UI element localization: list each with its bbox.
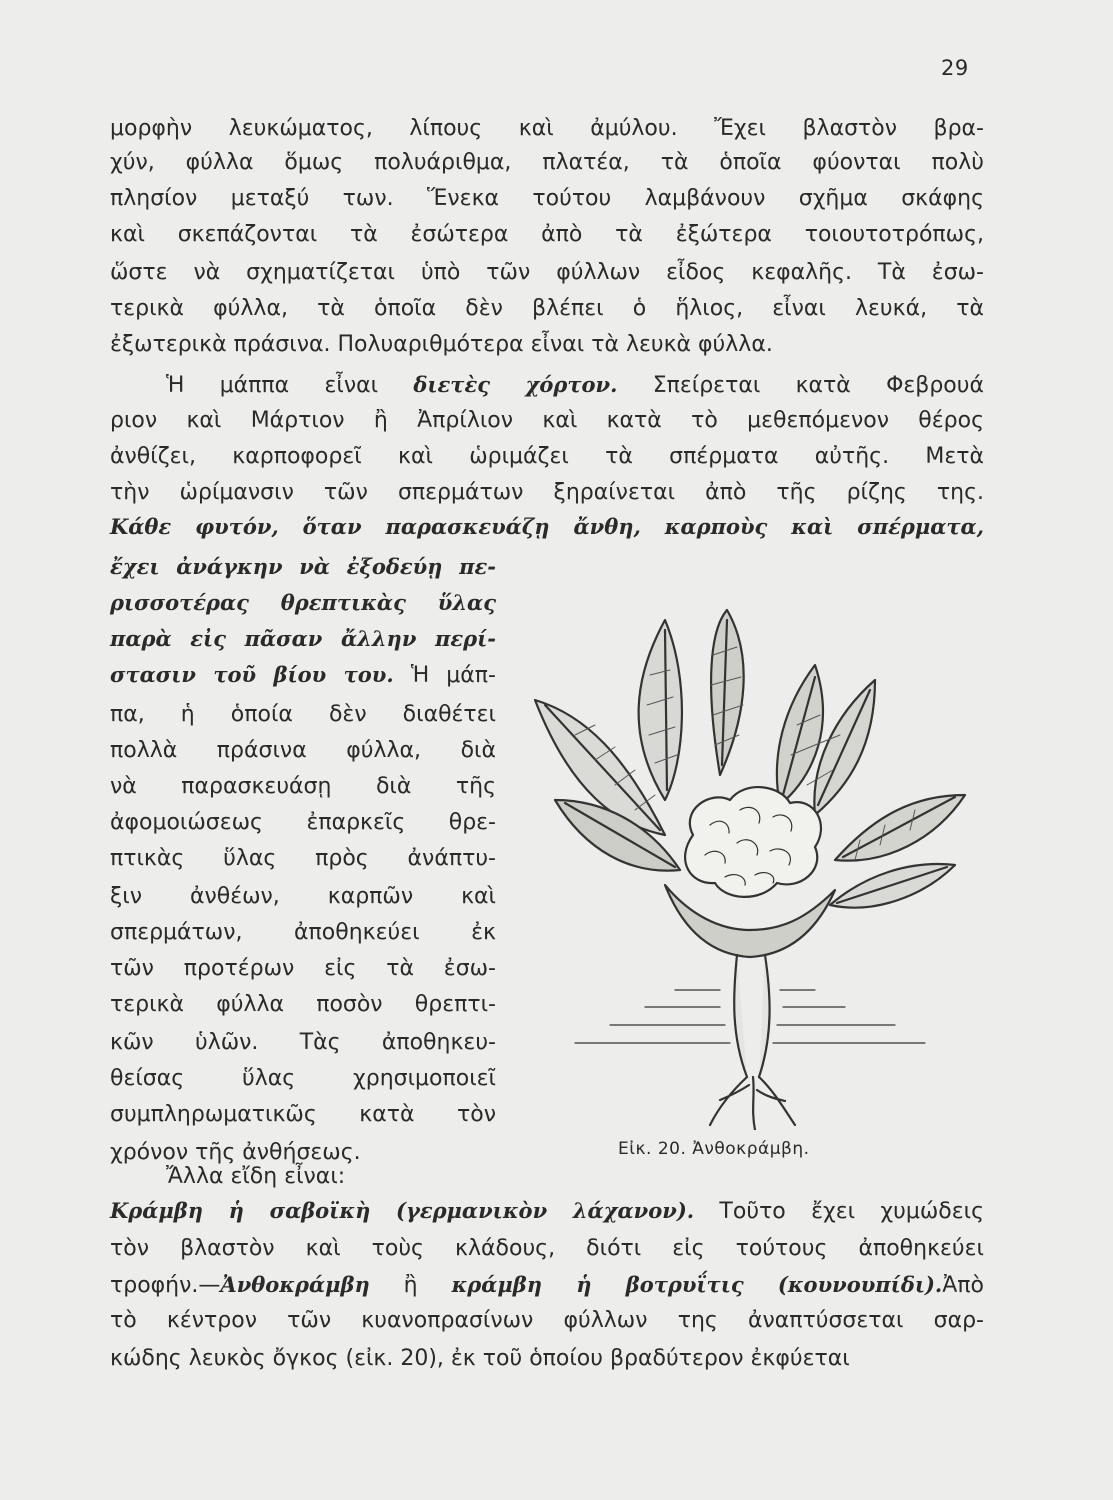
text-segment: τὸ κέντρον τῶν κυανοπρασίνων φύλλων της ἀναπτύσσεται σαρ- [110, 1308, 984, 1333]
text-segment: κῶν ὑλῶν. Τὰς ἀποθηκευ- [110, 1030, 496, 1055]
italic-text: Κράμβη ἡ σαβοϊκὴ (γερμανικὸν λάχανον). [110, 1198, 695, 1223]
text-line [110, 552, 496, 584]
text-line [110, 406, 984, 438]
text-line [110, 258, 984, 290]
text-line [110, 1344, 984, 1376]
text-segment: Τοῦτο ἔχει χυμώδεις [694, 1199, 984, 1224]
text-line [110, 1196, 984, 1228]
text-line [110, 220, 984, 252]
italic-text: ρισσοτέρας θρεπτικὰς ὕλας [110, 590, 496, 615]
text-segment: ἢ [369, 1273, 452, 1298]
text-segment: κώδης λευκὸς ὄγκος (εἰκ. 20), ἐκ τοῦ ὁποίου βραδύτερον ἐκφύεται [110, 1346, 850, 1371]
text-segment: ἐξωτερικὰ πράσινα. Πολυαριθμότερα εἶναι τὰ λευκὰ φύλλα. [110, 332, 773, 357]
text-segment: τῶν προτέρων εἰς τὰ ἐσω- [110, 956, 496, 981]
text-segment: ἀνθίζει, καρποφορεῖ καὶ ὡριμάζει τὰ σπέρματα αὐτῆς. Μετὰ [110, 444, 984, 469]
text-segment: σπερμάτων, ἀποθηκεύει ἐκ [110, 920, 496, 945]
text-segment: ξιν ἀνθέων, καρπῶν καὶ [110, 884, 496, 909]
text-segment: Ἡ μάπ- [393, 663, 496, 688]
text-line [110, 148, 984, 180]
italic-text: ἔχει ἀνάγκην νὰ ἐξοδεύῃ πε- [110, 554, 496, 579]
text-line [110, 808, 496, 840]
text-line [110, 954, 496, 986]
cauliflower-illustration [515, 585, 985, 1130]
text-line [110, 442, 984, 474]
text-line [110, 1162, 984, 1194]
text-line [110, 624, 496, 656]
text-segment: πα, ἡ ὁποία δὲν διαθέτει [110, 702, 496, 727]
page-number: 29 [941, 56, 969, 80]
text-line [110, 844, 496, 876]
text-line [110, 184, 984, 216]
text-line [110, 918, 496, 950]
text-segment: ριον καὶ Μάρτιον ἢ Ἀπρίλιον καὶ κατὰ τὸ μεθεπόμενον θέρος [110, 408, 984, 433]
text-segment: χύν, φύλλα ὅμως πολυάριθμα, πλατέα, τὰ ὁποῖα φύονται πολὺ [110, 150, 984, 175]
text-segment: τερικὰ φύλλα ποσὸν θρεπτι- [110, 992, 496, 1017]
text-segment: πολλὰ πράσινα φύλλα, διὰ [110, 738, 496, 763]
text-segment: νὰ παρασκευάσῃ διὰ τῆς [110, 774, 496, 799]
text-segment: τὴν ὡρίμανσιν τῶν σπερμάτων ξηραίνεται ἀπὸ τῆς ρίζης της. [110, 480, 984, 505]
text-line [110, 1306, 984, 1338]
text-segment: μορφὴν λευκώματος, λίπους καὶ ἀμύλου. Ἔχει βλαστὸν βρα- [110, 116, 984, 141]
text-segment: τερικὰ φύλλα, τὰ ὁποῖα δὲν βλέπει ὁ ἥλιος, εἶναι λευκά, τὰ [110, 296, 984, 321]
text-segment: Ἄλλα εἴδη εἶναι: [166, 1164, 346, 1189]
italic-text: Ἀνθοκράμβη [220, 1272, 370, 1297]
text-segment: ἀφομοιώσεως ἐπαρκεῖς θρε- [110, 810, 496, 835]
text-line [110, 1028, 496, 1060]
text-line [110, 478, 984, 510]
text-segment: συμπληρωματικῶς κατὰ τὸν [110, 1102, 496, 1127]
text-line [110, 1064, 496, 1096]
text-line [110, 512, 984, 544]
text-segment: Ἡ μάππα εἶναι [166, 373, 414, 398]
text-line [110, 588, 496, 620]
text-line [110, 736, 496, 768]
text-line [110, 114, 984, 146]
text-segment: θείσας ὕλας χρησιμοποιεῖ [110, 1066, 496, 1091]
italic-text: Κάθε φυτόν, ὅταν παρασκευάζῃ ἄνθη, καρποὺς καὶ σπέρματα, [110, 514, 984, 539]
figure-caption: Εἰκ. 20. Ἀνθοκράμβη. [618, 1139, 810, 1159]
text-line [110, 294, 984, 326]
text-line [110, 1234, 984, 1266]
text-segment: πτικὰς ὕλας πρὸς ἀνάπτυ- [110, 846, 496, 871]
text-line [110, 1100, 496, 1132]
italic-text: κράμβη ἡ βοτρυΐτις (κουνουπίδι). [451, 1272, 943, 1297]
text-line [110, 1270, 984, 1302]
text-segment: χρόνον τῆς ἀνθήσεως. [110, 1140, 361, 1165]
text-segment: Ἀπὸ [942, 1273, 984, 1298]
text-line [110, 990, 496, 1022]
italic-text: παρὰ εἰς πᾶσαν ἄλλην περί- [110, 626, 496, 651]
text-segment: καὶ σκεπάζονται τὰ ἐσώτερα ἀπὸ τὰ ἐξώτερα τοιουτοτρόπως, [110, 222, 984, 247]
text-segment: πλησίον μεταξύ των. Ἕνεκα τούτου λαμβάνουν σχῆμα σκάφης [110, 186, 984, 211]
text-segment: ὥστε νὰ σχηματίζεται ὑπὸ τῶν φύλλων εἶδος κεφαλῆς. Τὰ ἐσω- [110, 260, 984, 285]
text-segment: Σπείρεται κατὰ Φεβρουά [617, 373, 984, 398]
text-line [110, 700, 496, 732]
text-line [110, 330, 984, 362]
text-segment: τροφήν.— [110, 1273, 221, 1298]
italic-text: στασιν τοῦ βίου του. [110, 662, 394, 687]
italic-text: διετὲς χόρτον. [413, 372, 618, 397]
text-line [110, 882, 496, 914]
text-line [110, 370, 984, 402]
text-line [110, 772, 496, 804]
text-line [110, 660, 496, 692]
text-segment: τὸν βλαστὸν καὶ τοὺς κλάδους, διότι εἰς τούτους ἀποθηκεύει [110, 1236, 984, 1261]
